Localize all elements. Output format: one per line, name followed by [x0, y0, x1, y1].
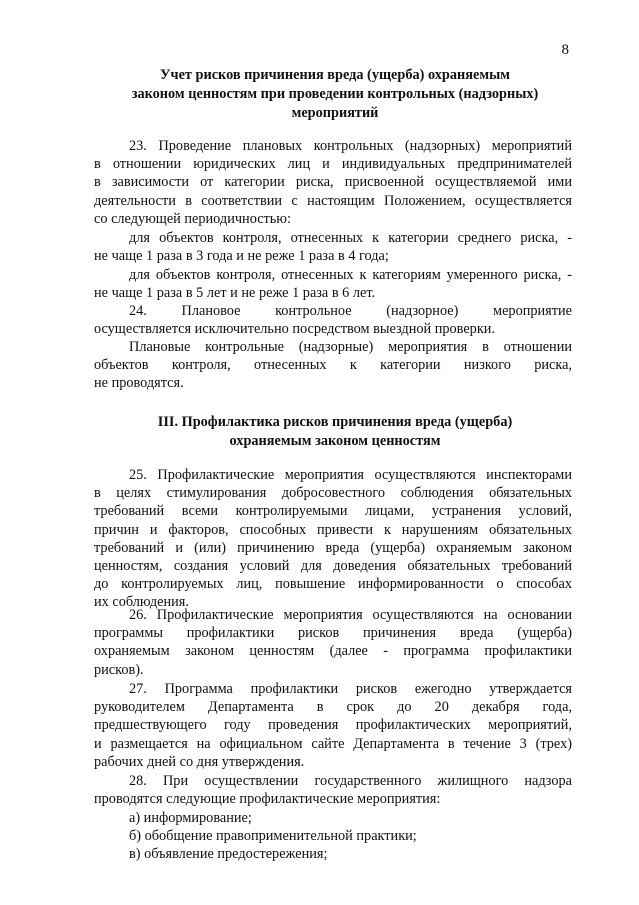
text-line: охраняемым законом ценностям (далее - программа профилактики: [94, 643, 572, 660]
text-line: требований всеми контролируемыми лицами, устранения условий,: [94, 503, 572, 520]
text-line: объектов контроля, отнесенных к категории низкого риска,: [94, 357, 572, 374]
paragraph-24-low-risk: [94, 338, 572, 393]
paragraph-24: [94, 302, 572, 338]
text-line: в зависимости от категории риска, присвоенной осуществляемой ими: [94, 174, 572, 191]
heading-line: III. Профилактика рисков причинения вреда (ущерба): [157, 414, 513, 430]
text-line: ценностям, создания условий для доведения обязательных требований: [94, 558, 572, 575]
text-line: 27. Программа профилактики рисков ежегодно утверждается: [129, 681, 572, 697]
text-line: рабочих дней со дня утверждения.: [94, 753, 305, 770]
paragraph-25: [94, 466, 572, 612]
text-line: программы профилактики рисков причинения вреда (ущерба): [94, 625, 572, 642]
text-line: 26. Профилактические мероприятия осуществляются на основании: [129, 607, 572, 623]
paragraph-23-medium-risk: [94, 229, 572, 265]
list-item: б) обобщение правоприменительной практики;: [129, 828, 417, 845]
text-line: в отношении юридических лиц и индивидуальных предпринимателей: [94, 156, 572, 173]
text-line: 28. При осуществлении государственного жилищного надзора: [129, 773, 572, 789]
text-line: осуществляется исключительно посредством выездной проверки.: [94, 321, 495, 338]
section-heading-risk-accounting: [90, 66, 580, 123]
paragraph-27: [94, 680, 572, 771]
text-line: 23. Проведение плановых контрольных (надзорных) мероприятий: [129, 138, 572, 154]
text-line: до контролируемых лиц, повышение информированности о способах: [94, 576, 572, 593]
text-line: их соблюдения.: [94, 594, 189, 611]
page-number: 8: [561, 42, 569, 58]
text-line: Плановые контрольные (надзорные) мероприятия в отношении: [129, 339, 572, 355]
heading-line: охраняемым законом ценностям: [229, 433, 441, 449]
text-line: деятельности в соответствии с настоящим Положением, осуществляется: [94, 192, 572, 209]
text-line: не проводятся.: [94, 375, 184, 392]
text-line: руководителем Департамента в срок до 20 декабря года,: [94, 699, 572, 716]
section-heading-iii: [90, 413, 580, 451]
paragraph-23-moderate-risk: [94, 266, 572, 302]
text-line: проводятся следующие профилактические мероприятия:: [94, 791, 441, 808]
list-28-measures: [94, 809, 572, 864]
text-line: и размещается на официальном сайте Департамента в течение 3 (трех): [94, 735, 572, 752]
text-line: для объектов контроля, отнесенных к категории среднего риска, -: [129, 230, 572, 246]
paragraph-26: [94, 606, 572, 679]
text-line: требований и (или) причинению вреда (ущерба) охраняемым законом: [94, 539, 572, 556]
text-line: в целях стимулирования добросовестного соблюдения обязательных: [94, 485, 572, 502]
list-item: а) информирование;: [129, 810, 252, 826]
heading-line: мероприятий: [291, 105, 379, 121]
text-line: для объектов контроля, отнесенных к категориям умеренного риска, -: [129, 267, 572, 283]
text-line: рисков).: [94, 661, 144, 678]
text-line: 25. Профилактические мероприятия осуществляются инспекторами: [129, 467, 572, 483]
text-line: не чаще 1 раза в 3 года и не реже 1 раза в 4 года;: [94, 248, 389, 265]
text-line: причин и факторов, способных привести к нарушениям обязательных: [94, 521, 572, 538]
paragraph-28: [94, 772, 572, 808]
paragraph-23: [94, 137, 572, 228]
heading-line: Учет рисков причинения вреда (ущерба) охраняемым: [160, 67, 510, 83]
text-line: не чаще 1 раза в 5 лет и не реже 1 раза в 6 лет.: [94, 285, 376, 302]
heading-line: законом ценностям при проведении контрольных (надзорных): [131, 86, 539, 102]
text-line: предшествующего году проведения профилактических мероприятий,: [94, 717, 572, 734]
text-line: 24. Плановое контрольное (надзорное) мероприятие: [129, 303, 572, 319]
text-line: со следующей периодичностью:: [94, 210, 291, 227]
list-item: в) объявление предостережения;: [129, 846, 328, 863]
